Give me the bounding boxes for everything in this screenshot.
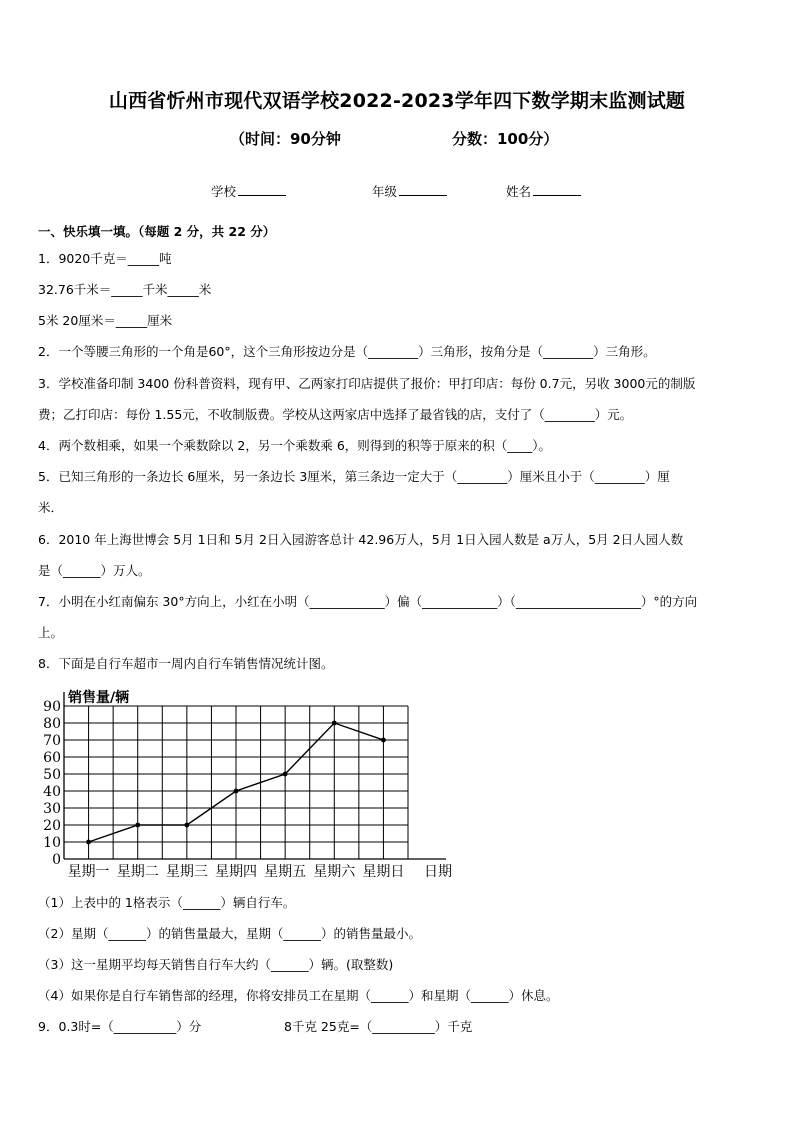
exam-subtitle — [0, 128, 794, 152]
school-field[interactable] — [211, 181, 286, 200]
x-tick-label: 星期一 — [67, 864, 110, 880]
y-tick-label: 10 — [43, 835, 61, 851]
question-1b: 32.76千米＝_____千米_____米 — [38, 282, 212, 297]
x-tick-label: 星期三 — [165, 864, 208, 880]
data-point — [283, 772, 288, 777]
question-7-line2: 上。 — [38, 625, 64, 640]
student-info-row — [0, 181, 794, 203]
y-tick-label: 30 — [43, 801, 61, 817]
question-6-line1: 6．2010 年上海世博会 5月 1日和 5月 2日入园游客总计 42.96万人，5月 1日入园人数是 a万人，5月 2日人园人数 — [38, 532, 684, 547]
name-blank[interactable] — [533, 181, 581, 196]
sales-line-chart — [36, 682, 476, 882]
y-tick-label: 60 — [43, 750, 61, 766]
grade-label: 年级 — [372, 184, 398, 199]
question-9a: 9．0.3时=（__________）分 — [38, 1019, 202, 1034]
school-blank[interactable] — [238, 181, 286, 196]
data-point — [234, 789, 239, 794]
y-tick-label: 50 — [43, 767, 61, 783]
data-point — [332, 721, 337, 726]
section-heading: 一、快乐填一填。（每题 2 分，共 22 分） — [38, 224, 276, 239]
x-tick-label: 星期日 — [362, 864, 405, 880]
data-point — [135, 823, 140, 828]
question-1a: 1．9020千克＝_____吨 — [38, 251, 172, 266]
y-tick-label: 80 — [43, 716, 61, 732]
question-2: 2．一个等腰三角形的一个角是60°，这个三角形按边分是（________）三角形，按角分是（________）三角形。 — [38, 344, 656, 359]
question-3-line1: 3．学校准备印制 3400 份科普资料，现有甲、乙两家打印店提供了报价：甲打印店：每份 0.7元，另收 3000元的制版 — [38, 376, 696, 391]
grade-field[interactable] — [372, 181, 447, 200]
question-8-4: （4）如果你是自行车销售部的经理，你将安排员工在星期（______）和星期（______）休息。 — [38, 988, 559, 1003]
question-9b: 8千克 25克=（__________）千克 — [284, 1019, 473, 1034]
x-tick-label: 星期二 — [116, 864, 159, 880]
y-tick-label: 20 — [43, 818, 61, 834]
question-5-line2: 米． — [38, 500, 64, 515]
x-tick-label: 星期六 — [313, 864, 356, 880]
question-4: 4．两个数相乘，如果一个乘数除以 2，另一个乘数乘 6，则得到的积等于原来的积（____）。 — [38, 438, 552, 453]
data-point — [381, 738, 386, 743]
question-5-line1: 5．已知三角形的一条边长 6厘米，另一条边长 3厘米，第三条边一定大于（________）厘米且小于（________）厘 — [38, 469, 670, 484]
y-tick-label: 0 — [52, 852, 61, 868]
chart-labels — [43, 689, 452, 880]
question-7-line1: 7．小明在小红南偏东 30°方向上，小红在小明（____________）偏（____________）（____________________）°的方向 — [38, 594, 698, 609]
question-8-intro: 8．下面是自行车超市一周内自行车销售情况统计图。 — [38, 656, 334, 671]
y-tick-label: 70 — [43, 733, 61, 749]
chart-axes — [64, 692, 446, 859]
page-title: 山西省忻州市现代双语学校2022-2023学年四下数学期末监测试题 — [108, 90, 686, 112]
data-point — [184, 823, 189, 828]
question-6-line2: 是（______）万人。 — [38, 563, 151, 578]
name-label: 姓名 — [506, 184, 532, 199]
name-field[interactable] — [506, 181, 581, 200]
question-3-line2: 费；乙打印店：每份 1.55元，不收制版费。学校从这两家店中选择了最省钱的店，支付了（________）元。 — [38, 407, 633, 422]
exam-score: 分数：100分） — [452, 130, 559, 148]
question-8-2: （2）星期（______）的销售量最大，星期（______）的销售量最小。 — [38, 926, 421, 941]
data-point — [86, 840, 91, 845]
x-axis-label: 日期 — [424, 864, 452, 880]
question-8-1: （1）上表中的 1格表示（______）辆自行车。 — [38, 895, 296, 910]
grade-blank[interactable] — [399, 181, 447, 196]
chart-grid — [64, 706, 408, 859]
y-axis-label: 销售量/辆 — [68, 690, 130, 706]
question-8-3: （3）这一星期平均每天销售自行车大约（______）辆。(取整数) — [38, 957, 394, 972]
y-tick-label: 40 — [43, 784, 61, 800]
x-tick-label: 星期四 — [215, 864, 257, 880]
y-tick-label: 90 — [43, 699, 61, 715]
school-label: 学校 — [211, 184, 237, 199]
exam-time: （时间：90分钟 — [230, 130, 341, 148]
question-1c: 5米 20厘米＝_____厘米 — [38, 313, 173, 328]
x-tick-label: 星期五 — [264, 864, 307, 880]
